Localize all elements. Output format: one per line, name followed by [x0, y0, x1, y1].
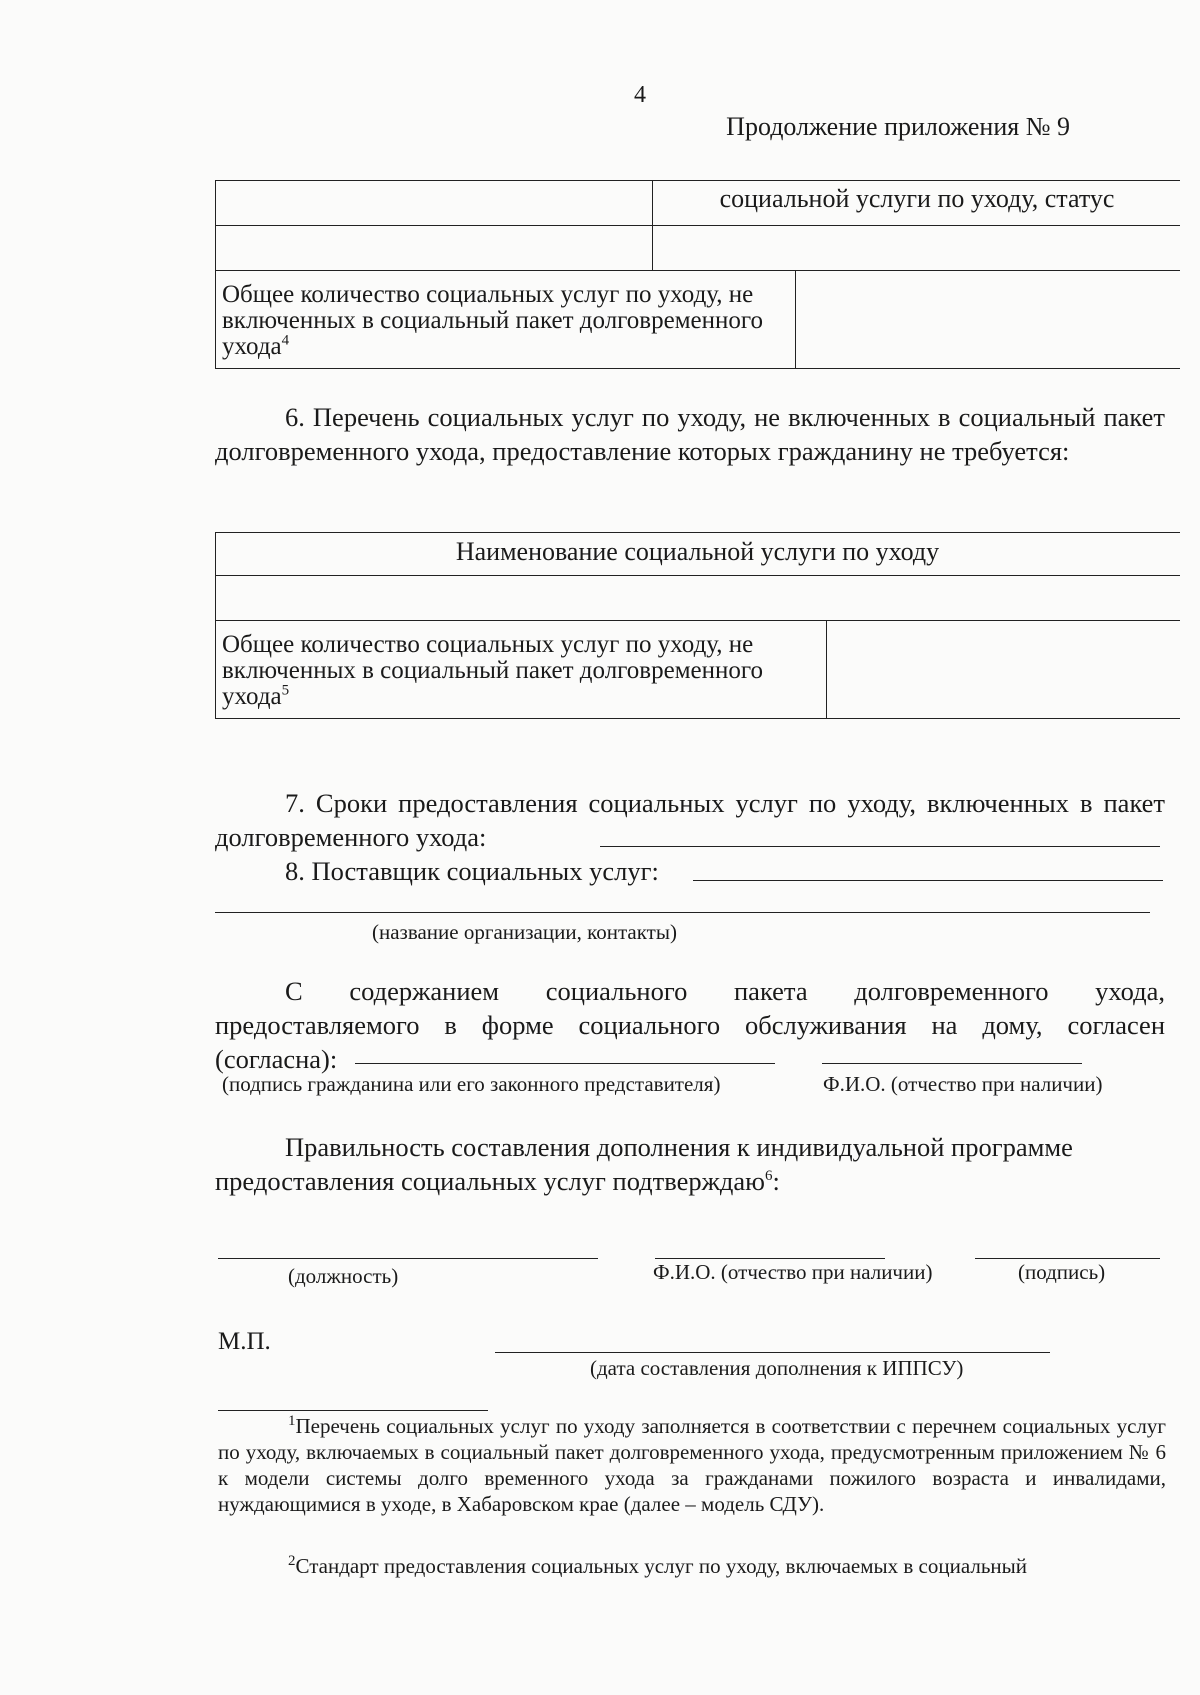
caption-consent-signature: (подпись гражданина или его законного представителя) — [222, 1072, 721, 1096]
table2-header: Наименование социальной услуги по уходу — [455, 537, 940, 566]
caption-confirm-name: Ф.И.О. (отчество при наличии) — [653, 1260, 933, 1284]
table1-total-label: Общее количество социальных услуг по уходу, не включенных в социальный пакет долговременного ухода$^4$ — [222, 281, 764, 360]
page-number: 4 — [634, 82, 646, 108]
input-line-consent-name[interactable] — [822, 1063, 1082, 1064]
footnote-ref: 4 — [281, 332, 290, 349]
input-line-provider-cont[interactable] — [215, 912, 1150, 913]
consent-text: С содержанием социального пакета долговременного ухода, предоставляемого в форме социального обслуживания на дому, согласен (согласна): — [215, 976, 1165, 1074]
input-line-confirm-signature[interactable] — [975, 1258, 1160, 1259]
input-line-date[interactable] — [495, 1352, 1050, 1353]
section-7-text: 7. Сроки предоставления социальных услуг по уходу, включенных в пакет долговременного ухода: — [215, 788, 1165, 852]
table1-header-right: социальной услуги по уходу, статус — [719, 184, 1115, 213]
section-6-text: 6. Перечень социальных услуг по уходу, не включенных в социальный пакет долговременного ухода, предоставление которых гражданину не требуется: — [215, 402, 1165, 466]
input-line-consent-signature[interactable] — [355, 1063, 775, 1064]
caption-date: (дата составления дополнения к ИППСУ) — [590, 1356, 964, 1380]
footnote-separator — [218, 1410, 488, 1411]
input-line-provider[interactable] — [693, 880, 1163, 881]
caption-confirm-signature: (подпись) — [1018, 1260, 1106, 1284]
input-line-position[interactable] — [218, 1258, 598, 1259]
confirm-text: Правильность составления дополнения к индивидуальной программе предоставления социальных услуг подтверждаю$^6$: — [215, 1132, 1073, 1196]
footnote-ref: 6 — [764, 1168, 773, 1185]
caption-organization: (название организации, контакты) — [372, 920, 677, 944]
appendix-continuation: Продолжение приложения № 9 — [726, 112, 1070, 141]
input-line-terms[interactable] — [600, 846, 1160, 847]
caption-consent-name: Ф.И.О. (отчество при наличии) — [823, 1072, 1103, 1096]
input-line-confirm-name[interactable] — [655, 1258, 885, 1259]
caption-position: (должность) — [288, 1264, 399, 1288]
table2-total-label: Общее количество социальных услуг по уходу, не включенных в социальный пакет долговременного ухода$^5$ — [222, 631, 764, 710]
stamp-label: М.П. — [218, 1328, 271, 1355]
footnote-2: $^2$Стандарт предоставления социальных услуг по уходу, включаемых в социальный — [288, 1553, 1028, 1578]
footnote-ref: 5 — [281, 682, 290, 699]
footnote-1: $^1$Перечень социальных услуг по уходу заполняется в соответствии с перечнем социальных услуг по уходу, включаемых в социальный пакет долговременного ухода, предусмотренным приложением № 6 к модели системы долго временного ухода за гражданами пожилого возраста и инвалидами, нуждающимися в уходе, в Хабаровском крае (далее – модель СДУ). — [218, 1413, 1166, 1516]
section-8-text: 8. Поставщик социальных услуг: — [285, 856, 659, 886]
